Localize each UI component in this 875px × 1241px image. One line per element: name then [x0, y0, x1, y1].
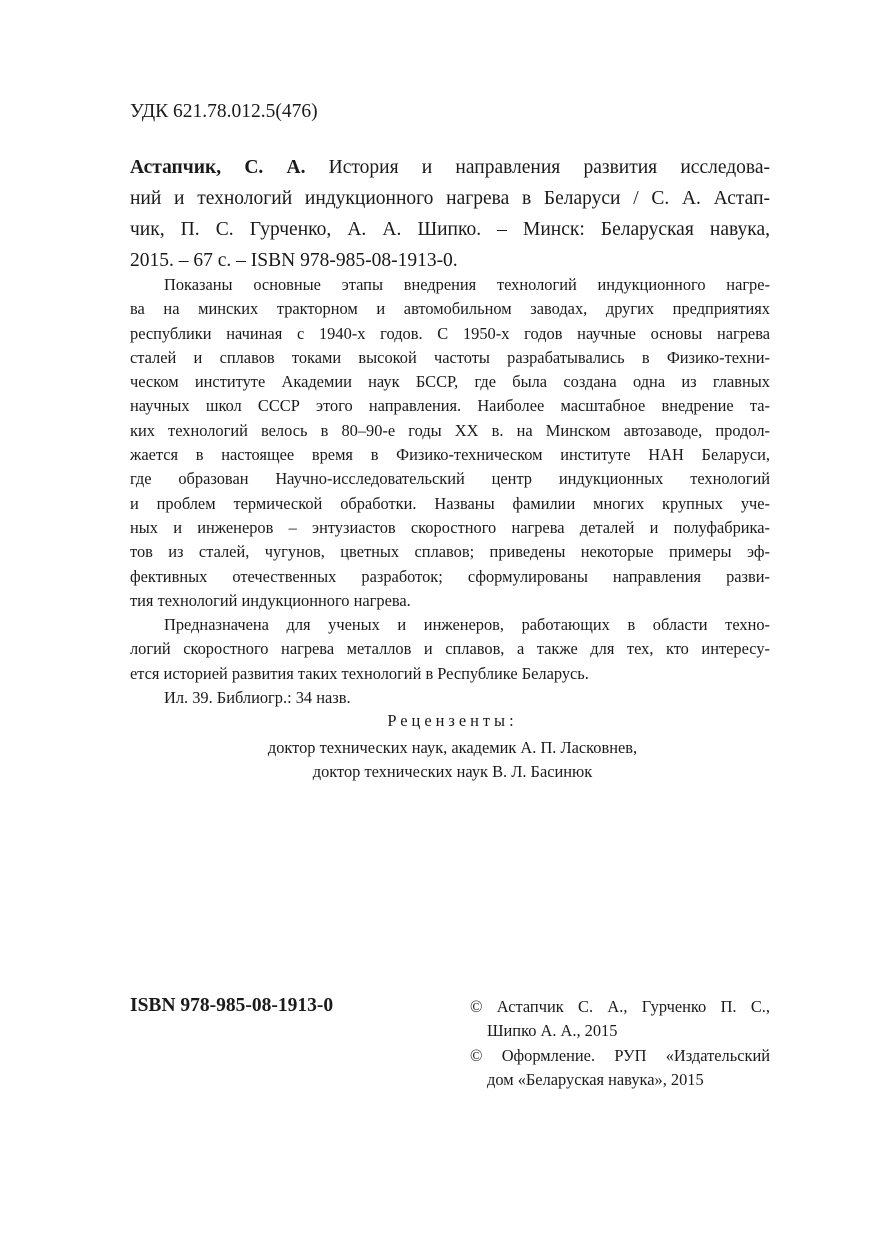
- bibliographic-description: [130, 152, 770, 276]
- udk-code: УДК 621.78.012.5(476): [130, 101, 318, 122]
- abstract-line: сталей и сплавов токами высокой частоты разрабатывались в Физико-техни-: [130, 347, 770, 367]
- copyright-authors: © Астапчик С. А., Гурченко П. С.,: [470, 997, 770, 1016]
- abstract-line: ких технологий велось в 80–90-е годы XX в. на Минском автозаводе, продол-: [130, 420, 770, 440]
- abstract-line: где образован Научно-исследовательский центр индукционных технологий: [130, 469, 770, 489]
- author-name: Астапчик, С. А.: [130, 157, 306, 178]
- reviewer-1: доктор технических наук, академик А. П. Ласковнев,: [267, 738, 638, 757]
- abstract: [130, 273, 770, 710]
- copyright-design-cont: дом «Беларуская навука», 2015: [487, 1069, 704, 1089]
- copyright-design: © Оформление. РУП «Издательский: [470, 1045, 770, 1065]
- abstract-line: ных и инженеров – энтузиастов скоростного нагрева деталей и полуфабрика-: [130, 517, 770, 537]
- abstract-line: Показаны основные этапы внедрения технологий индукционного нагре-: [164, 275, 770, 294]
- abstract-line: фективных отечественных разработок; сформулированы направления разви-: [130, 566, 770, 586]
- abstract-line: республики начиная с 1940-х годов. С 1950-х годов научные основы нагрева: [130, 323, 770, 343]
- biblio-line-3: чик, П. С. Гурченко, А. А. Шипко. – Минск: Беларуская навука,: [130, 219, 770, 240]
- purpose-line: Предназначена для ученых и инженеров, работающих в области техно-: [164, 615, 770, 635]
- abstract-line: ческом институте Академии наук БССР, где была создана одна из главных: [130, 372, 770, 392]
- biblio-line-4: 2015. – 67 с. – ISBN 978-985-08-1913-0.: [130, 250, 458, 271]
- isbn: ISBN 978-985-08-1913-0: [130, 995, 334, 1016]
- purpose-line: логий скоростного нагрева металлов и сплавов, а также для тех, кто интересу-: [130, 639, 770, 659]
- biblio-line-2: ний и технологий индукционного нагрева в Беларуси / С. А. Астап-: [130, 188, 770, 209]
- copyright-authors-cont: Шипко А. А., 2015: [487, 1021, 618, 1041]
- biblio-line-1: [130, 152, 770, 183]
- abstract-line: и проблем термической обработки. Названы фамилии многих крупных уче-: [130, 493, 770, 513]
- abstract-line: ва на минских тракторном и автомобильном заводах, других предприятиях: [130, 299, 770, 319]
- abstract-line: тов из сталей, чугунов, цветных сплавов; приведены некоторые примеры эф-: [130, 542, 770, 562]
- abstract-line: жается в настоящее время в Физико-техническом институте НАН Беларуси,: [130, 445, 770, 465]
- abstract-line: тия технологий индукционного нагрева.: [130, 590, 411, 610]
- purpose-line: ется историей развития таких технологий в Республике Беларусь.: [130, 663, 589, 683]
- illustrations-note: Ил. 39. Библиогр.: 34 назв.: [164, 688, 351, 708]
- biblio-title-start: История и направления развития исследова-: [328, 157, 770, 178]
- abstract-line: научных школ СССР этого направления. Наиболее масштабное внедрение та-: [130, 396, 770, 416]
- reviewers-heading: Рецензенты:: [387, 711, 518, 730]
- reviewer-2: доктор технических наук В. Л. Басинюк: [312, 762, 593, 781]
- copyright-block: [470, 995, 770, 1092]
